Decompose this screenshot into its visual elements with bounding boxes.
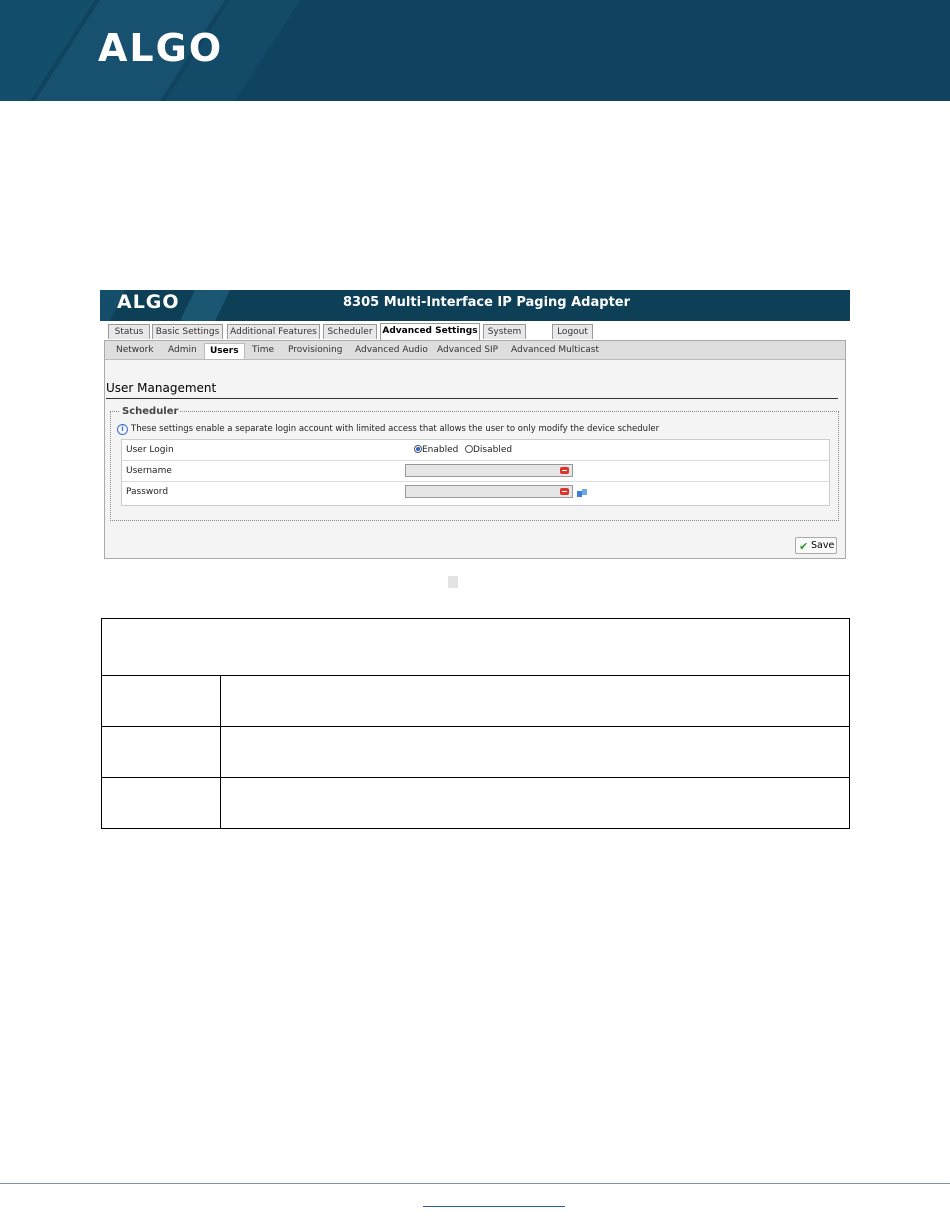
table-row-divider	[102, 777, 849, 778]
user-form	[121, 439, 830, 506]
main-tabbar	[100, 321, 850, 340]
enabled-radio[interactable]	[414, 445, 422, 453]
footer-divider	[0, 1183, 950, 1184]
scheduler-fieldset	[110, 406, 839, 521]
algo-logo: ALGO	[98, 26, 224, 70]
table-row-divider	[102, 726, 849, 727]
placeholder-square	[448, 576, 458, 588]
tab-advanced-settings[interactable]: Advanced Settings	[380, 323, 480, 340]
subtab-advanced-multicast[interactable]: Advanced Multicast	[511, 345, 599, 355]
tab-logout[interactable]: Logout	[552, 324, 593, 339]
fieldset-legend: Scheduler	[122, 406, 179, 417]
row-password	[122, 482, 829, 503]
app-header	[100, 290, 850, 321]
info-text: These settings enable a separate login account with limited access that allows the user to only modify the device scheduler	[131, 424, 660, 434]
row-user-login	[122, 440, 829, 461]
tab-status[interactable]: Status	[108, 324, 150, 339]
save-label: Save	[811, 540, 835, 551]
checkmark-icon: ✔	[799, 540, 809, 553]
table-row-divider	[102, 675, 849, 676]
tab-scheduler[interactable]: Scheduler	[323, 324, 377, 339]
username-input[interactable]	[405, 464, 573, 477]
app-logo: ALGO	[117, 291, 180, 313]
password-label: Password	[126, 487, 169, 497]
username-label: Username	[126, 466, 172, 476]
clear-icon[interactable]	[560, 467, 569, 474]
enabled-label[interactable]: Enabled	[422, 445, 459, 455]
disabled-label[interactable]: Disabled	[473, 445, 513, 455]
subtab-advanced-audio[interactable]: Advanced Audio	[355, 345, 428, 355]
subtab-provisioning[interactable]: Provisioning	[288, 345, 343, 355]
ui-screenshot	[100, 290, 850, 560]
settings-panel	[104, 340, 846, 559]
footer-link[interactable]	[423, 1206, 565, 1207]
tab-basic-settings[interactable]: Basic Settings	[152, 324, 223, 339]
save-button[interactable]	[795, 537, 837, 554]
clear-icon[interactable]	[560, 488, 569, 495]
section-divider	[106, 398, 838, 399]
user-login-label: User Login	[126, 445, 174, 455]
subtab-advanced-sip[interactable]: Advanced SIP	[437, 345, 499, 355]
page-banner	[0, 0, 950, 101]
parameter-table	[101, 618, 850, 829]
tab-additional-features[interactable]: Additional Features	[227, 324, 320, 339]
section-title: User Management	[106, 381, 217, 395]
subtab-admin[interactable]: Admin	[168, 345, 197, 355]
table-column-divider	[220, 675, 221, 828]
tab-system[interactable]: System	[483, 324, 526, 339]
subtab-network[interactable]: Network	[116, 345, 154, 355]
sub-navigation	[105, 341, 845, 360]
subtab-time[interactable]: Time	[252, 345, 275, 355]
info-icon: i	[117, 424, 128, 435]
show-password-icon[interactable]	[577, 488, 588, 498]
password-input[interactable]	[405, 485, 573, 498]
row-username	[122, 461, 829, 482]
disabled-radio[interactable]	[465, 445, 473, 453]
app-title: 8305 Multi-Interface IP Paging Adapter	[343, 295, 631, 310]
subtab-users[interactable]: Users	[204, 343, 245, 359]
